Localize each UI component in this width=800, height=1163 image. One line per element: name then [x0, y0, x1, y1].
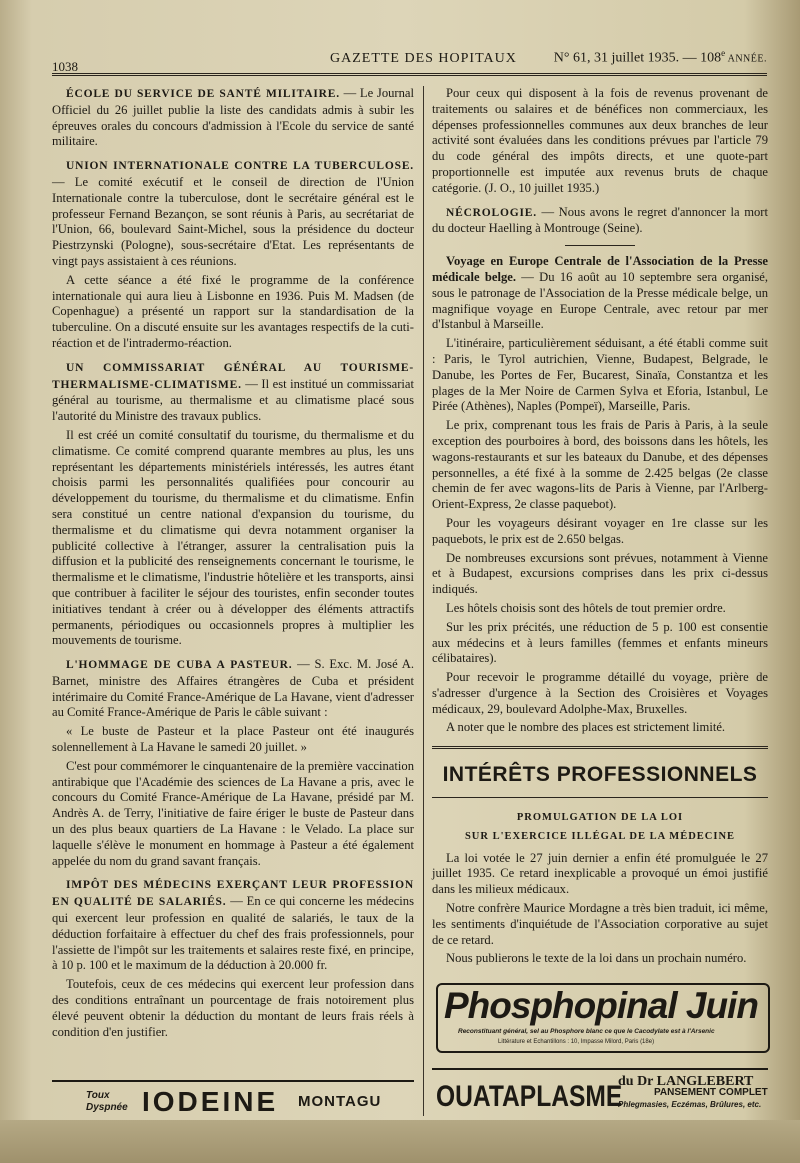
- voyage-p4: Pour les voyageurs désirant voyager en 1re classe sur les paquebots, le prix est de 2.650 belgas.: [432, 515, 768, 546]
- ad-ouataplasme-tagline: PANSEMENT COMPLET: [654, 1087, 768, 1098]
- page-bottom-edge: [0, 1120, 800, 1163]
- ad-iodeine-brand: MONTAGU: [298, 1093, 382, 1110]
- article-cuba-quote: « Le buste de Pasteur et la place Pasteur ont été inaugurés solennellement à La Havane le samedi 20 juillet. »: [52, 724, 414, 755]
- voyage-p8: Pour recevoir le programme détaillé du voyage, prière de s'adresser d'urgence à la Section des Croisières et Voyages médicaux, 29, boulevard Adolphe-Max, Bruxelles.: [432, 670, 768, 716]
- header-rule: [52, 73, 767, 78]
- voyage-p9: A noter que le nombre des places est strictement limité.: [446, 720, 726, 735]
- ad-ouataplasme-name: OUATAPLASME: [436, 1080, 623, 1113]
- promulgation-p3: Nous publierons le texte de la loi dans un prochain numéro.: [446, 951, 747, 966]
- voyage-p3: Le prix, comprenant tous les frais de Paris à Paris, à la seule exception des pourboires à bord, des boissons dans les hôtels, les wagons-restaurants et sur les bateaux du Danube, et des dépenses personnelles, a été fixé à la somme de 2.425 belgas (2e classe chemin de fer avec wagons-lits de Paris à Vienne, par l'Arlberg-Orient-Express, 2e classe paquebot).: [432, 418, 768, 512]
- ad-ouataplasme-doctor: du Dr LANGLEBERT: [618, 1074, 754, 1089]
- voyage-p5: De nombreuses excursions sont prévues, notamment à Vienne et à Budapest, excursions comprises dans les prix ci-dessus indiqués.: [432, 550, 768, 597]
- ad-phosphopinal-name: Phosphopinal Juin: [444, 985, 758, 1026]
- voyage-p2: L'itinéraire, particulièrement séduisant, a été établi comme suit : Paris, le Tyrol autrichien, Vienne, Budapest, Belgrade, le Danube, les Portes de Fer, Bucarest, Sinaïa, Constantza et les plages de la Mer Noire de Carmen Sylva et Eforia, Istanbul, Le Pirée (Athènes), Naples (Pompeï), Marseille, Paris.: [432, 336, 768, 414]
- article-voyage: Voyage en Europe Centrale de l'Association de la Presse médicale belge. — Du 16 août au 10 septembre sera organisé, sous le patronage de l'Association de la Presse médicale belge, un magnifique voyage en Europe Centrale, avec retour par mer d'Istanbul à Marseille.: [432, 254, 768, 332]
- article-tuberculose: UNION INTERNATIONALE CONTRE LA TUBERCULOSE. — Le comité exécutif et le conseil de direction de l'Union Internationale contre la tuberculose, dont le secrétaire général est le professeur Fernand Bezançon, se sont réunis à Paris, au secrétariat de l'Union, 66, boulevard Saint-Michel, sous la présidence du docteur Piestrzynski (Pologne), sous-secrétaire d'Etat. Les représentants de vingt pays assistaient à ces réunions.: [52, 160, 414, 268]
- page-header: [52, 48, 767, 74]
- article-impot-p2: Toutefois, ceux de ces médecins qui exercent leur profession dans des conditions entraînant un pourcentage de frais notoirement plus élevé peuvent obtenir la déduction du montant de leurs frais réels à condition d'en justifier.: [52, 977, 414, 1039]
- article-ecole-sante: ÉCOLE DU SERVICE DE SANTÉ MILITAIRE. — Le Journal Officiel du 26 juillet publie la liste des candidats admis à subir les épreuves orales du concours d'admission à l'Ecole du service de santé militaire.: [52, 86, 415, 149]
- voyage-p6: Les hôtels choisis sont des hôtels de tout premier ordre.: [446, 600, 726, 615]
- article-tuberculose-p2: A cette séance a été fixé le programme de la conférence internationale qui aura lieu à Lisbonne en 1936. Puis M. Madsen (de Copenhague) a présenté un rapport sur la standardisation de la tuberculine. On a discuté ensuite sur les avantages respectifs de la cuti-réaction et de l'intradermo-réaction.: [52, 272, 414, 350]
- article-impot-medecins: IMPÔT DES MÉDECINS EXERÇANT LEUR PROFESSION EN QUALITÉ DE SALARIÉS. — En ce qui concerne les médecins qui exercent leur profession en qualité de salariés, le taux de la déduction forfaitaire à effectuer du chef des frais professionnels, pour l'assiette de l'impôt sur les traitements et salaires reste fixé, en principe, à 10 p. 100 et le maximum de la déduction à 20.000 fr.: [52, 879, 414, 973]
- ad-iodeine-indications: Toux Dyspnée: [86, 1090, 128, 1113]
- ad-ouataplasme-indications: Phlegmasies, Eczémas, Brûlures, etc.: [618, 1100, 762, 1109]
- ad-ouataplasme: [432, 1068, 768, 1118]
- promulgation-title-2: SUR L'EXERCICE ILLÉGAL DE LA MÉDECINE: [464, 830, 736, 842]
- page-number: 1038: [52, 59, 78, 74]
- article-tourisme-p2: Il est créé un comité consultatif du tourisme, du thermalisme et du climatisme. Ce comité comprend quarante membres au plus, les uns représentant les départements ministériels intéressés, les autres étant choisis parmi les personnalités qualifiées pour concourir au développement du tourisme, du thermalisme et du climatisme. Enfin sera constitué un centre national d'expansion du tourisme, du thermalisme et du climatisme qui devra notamment organiser la publicité collective à l'étranger, assurer la centralisation puis la diffusion et la publicité des renseignements concernant le tourisme, le thermalisme et le climatisme, l'industrie hôtelière et les transports, ainsi que contribuer à faciliter le séjour des touristes, enfin seconder toutes initiatives tendant à créer ou à développer des éléments attractifs permanents, périodiques ou occasionnels propres à multiplier les mouvements de tourisme.: [52, 427, 414, 648]
- article-cuba-p3: C'est pour commémorer le cinquantenaire de la première vaccination antirabique que l'Académie des sciences de La Havane a pris, avec le concours du Comité France-Amérique de La Havane, présidé par M. Andrès A. de Terry, l'initiative de faire ériger le buste de Pasteur dans un des plus beaux quartiers de La Havane : le Velado. La place sur laquelle s'élève le monument en hommage à Pasteur a été également appelée du nom du grand savant français.: [52, 758, 414, 868]
- right-column: [432, 86, 768, 970]
- promulgation-p1: La loi votée le 27 juin dernier a enfin été promulguée le 27 juillet 1935. Ce retard inexplicable a provoqué un émoi justifié dans les milieux médicaux.: [432, 850, 768, 897]
- ad-iodeine-name: IODEINE: [142, 1086, 279, 1117]
- ad-phosphopinal: [436, 983, 770, 1053]
- voyage-p7: Sur les prix précités, une réduction de 5 p. 100 est consentie aux médecins et à leurs familles (femmes et enfants mineurs célibataires).: [432, 619, 768, 666]
- separator: [565, 245, 635, 246]
- ad-phosphopinal-line2: Littérature et Echantillons : 10, Impasse Milord, Paris (18e): [498, 1039, 655, 1045]
- ad-phosphopinal-line1: Reconstituant général, sel au Phosphore blanc ce que le Cacodylate est à l'Arsenic: [458, 1028, 715, 1035]
- article-tourisme: UN COMMISSARIAT GÉNÉRAL AU TOURISME-THERMALISME-CLIMATISME. — Il est institué un commissariat général au tourisme, au thermalisme et au climatisme placé sous l'autorité du Ministre des travaux publics.: [52, 361, 414, 424]
- issue-info: N° 61, 31 juillet 1935. — 108e ANNÉE.: [553, 48, 767, 66]
- promulgation-title-1: PROMULGATION DE LA LOI: [516, 812, 684, 824]
- section-title-interets: INTÉRÊTS PROFESSIONNELS: [432, 746, 768, 798]
- ad-iodeine: [52, 1080, 414, 1122]
- article-cuba-pasteur: L'HOMMAGE DE CUBA A PASTEUR. — S. Exc. M. José A. Barnet, ministre des Affaires étrangères de Cuba et président intérimaire du Comité France-Amérique de La Havane, vient d'adresser au Comité France-Amérique de Paris le câble suivant :: [52, 657, 414, 720]
- article-necrologie: NÉCROLOGIE. — Nous avons le regret d'annoncer la mort du docteur Haelling à Montrouge (Seine).: [432, 204, 768, 236]
- promulgation-p2: Notre confrère Maurice Mordagne a très bien traduit, ici même, les sentiments d'inquiétude de l'Association corporative au sujet de ce retard.: [432, 901, 768, 947]
- article-impot-continued: Pour ceux qui disposent à la fois de revenus provenant de traitements ou salaires et de bénéfices non commerciaux, les dépenses professionnelles communes aux deux branches de leur activité sont évaluées dans les conditions prévues par l'article 79 du code général des impôts directs, et une quote-part proportionnelle est imputée aux revenus bruts de chaque catégorie. (J. O., 10 juillet 1935.): [432, 86, 768, 195]
- journal-title: GAZETTE DES HOPITAUX: [330, 51, 517, 66]
- left-column: [52, 86, 414, 1043]
- column-divider: [423, 86, 424, 1116]
